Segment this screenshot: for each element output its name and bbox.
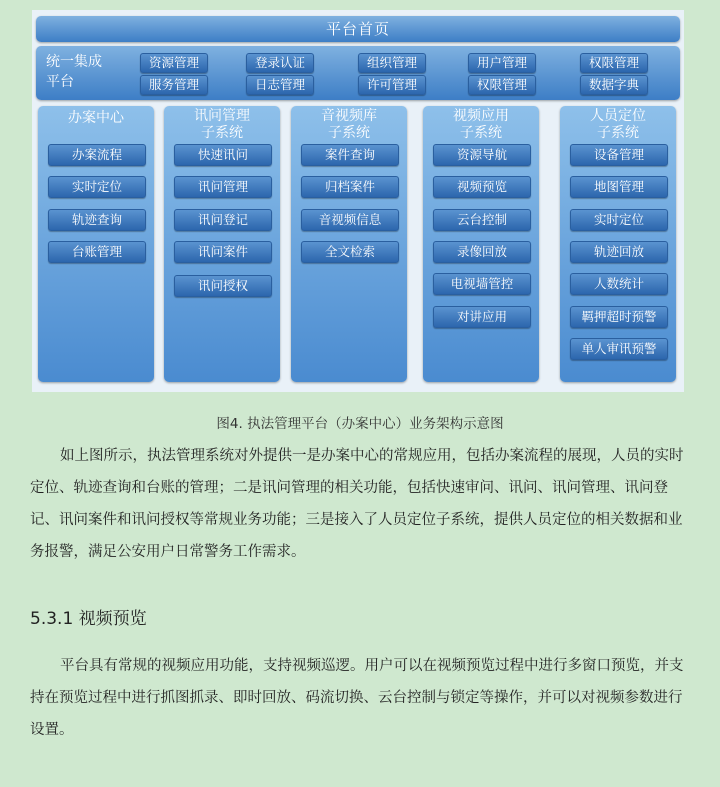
- figure-caption: 图4. 执法管理平台（办案中心）业务架构示意图: [216, 416, 504, 432]
- column-item: 地图管理: [570, 176, 668, 198]
- column-item: 音视频信息: [301, 209, 399, 231]
- column-item: 讯问管理: [174, 176, 272, 198]
- column-item: 办案流程: [48, 144, 146, 166]
- column-title-line: 子系统: [201, 125, 243, 141]
- column-item: 快速讯问: [174, 144, 272, 166]
- unify-chip: 登录认证: [246, 53, 314, 73]
- column-title-line: 人员定位: [590, 108, 646, 124]
- column-item: 归档案件: [301, 176, 399, 198]
- column-item: 云台控制: [433, 209, 531, 231]
- column-title: [560, 108, 676, 142]
- body-paragraph: 平台具有常规的视频应用功能，支持视频巡逻。用户可以在视频预览过程中进行多窗口预览，并支持在预览过程中进行抓图抓录、即时回放、码流切换、云台控制与锁定等操作，并可以对视频参数进行设置。: [30, 658, 684, 738]
- unify-chip: 权限管理: [580, 53, 648, 73]
- column-item: 案件查询: [301, 144, 399, 166]
- column-item: 实时定位: [570, 209, 668, 231]
- unified-integration-bar: [36, 46, 680, 100]
- column-item: 对讲应用: [433, 306, 531, 328]
- column-title-line: 子系统: [460, 125, 502, 141]
- column-item: 电视墙管控: [433, 273, 531, 295]
- column-item: 轨迹回放: [570, 241, 668, 263]
- unify-chip: 许可管理: [358, 75, 426, 95]
- column-item: 设备管理: [570, 144, 668, 166]
- unify-chip: 资源管理: [140, 53, 208, 73]
- unify-chip: 组织管理: [358, 53, 426, 73]
- column-title-line: 子系统: [328, 125, 370, 141]
- video-app-column: [423, 106, 539, 382]
- interrogation-column: [164, 106, 280, 382]
- column-title-line: 讯问管理: [194, 108, 250, 124]
- column-item: 人数统计: [570, 273, 668, 295]
- unify-chip: 数据字典: [580, 75, 648, 95]
- column-title: [291, 108, 407, 142]
- unify-chip: 服务管理: [140, 75, 208, 95]
- column-title: 办案中心: [68, 110, 124, 126]
- unified-integration-label: 统一集成平台: [46, 54, 102, 90]
- column-item: 全文检索: [301, 241, 399, 263]
- column-item: 实时定位: [48, 176, 146, 198]
- column-item: 轨迹查询: [48, 209, 146, 231]
- column-item: 讯问案件: [174, 241, 272, 263]
- body-paragraph: 如上图所示，执法管理系统对外提供一是办案中心的常规应用，包括办案流程的展现，人员的实时定位、轨迹查询和台账的管理；二是讯问管理的相关功能，包括快速审问、讯问、讯问管理、讯问登记、讯问案件和讯问授权等常规业务功能；三是接入了人员定位子系统，提供人员定位的相关数据和业务报警，满足公安用户日常警务工作需求。: [30, 448, 684, 560]
- column-item: 讯问授权: [174, 275, 272, 297]
- architecture-diagram: [32, 10, 684, 392]
- column-item: 视频预览: [433, 176, 531, 198]
- column-item: 单人审讯预警: [570, 338, 668, 360]
- column-title: [164, 108, 280, 142]
- column-item: 录像回放: [433, 241, 531, 263]
- unify-chip: 权限管理: [468, 75, 536, 95]
- column-item: 羁押超时预警: [570, 306, 668, 328]
- case-center-column: [38, 106, 154, 382]
- personnel-location-column: [560, 106, 676, 382]
- section-heading: 5.3.1 视频预览: [30, 609, 147, 629]
- column-title-line: 视频应用: [453, 108, 509, 124]
- column-item: 台账管理: [48, 241, 146, 263]
- column-title-line: 音视频库: [321, 108, 377, 124]
- unify-chip: 用户管理: [468, 53, 536, 73]
- column-item: 资源导航: [433, 144, 531, 166]
- column-title-line: 子系统: [597, 125, 639, 141]
- platform-home-bar: 平台首页: [36, 16, 680, 42]
- column-title: [423, 108, 539, 142]
- av-library-column: [291, 106, 407, 382]
- column-item: 讯问登记: [174, 209, 272, 231]
- unify-chip: 日志管理: [246, 75, 314, 95]
